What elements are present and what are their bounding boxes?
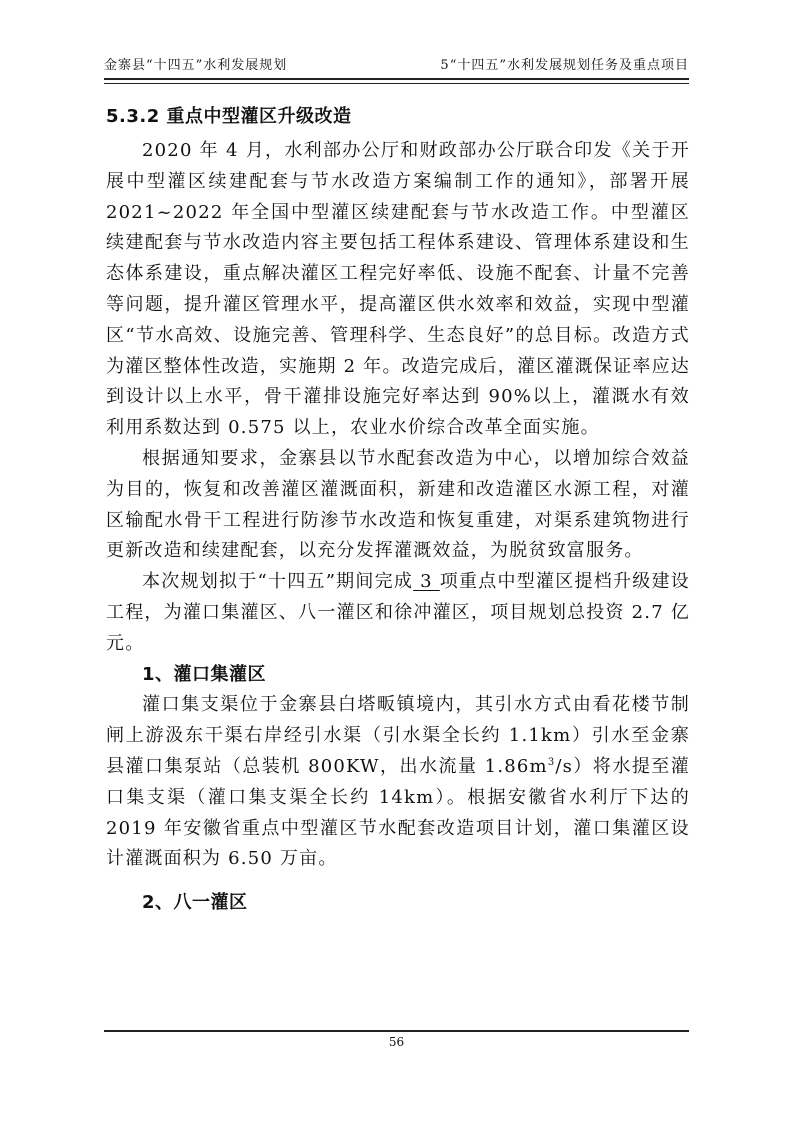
page-number: 56: [388, 1035, 405, 1049]
project-count: 3: [413, 571, 440, 593]
paragraph-guankouji: [106, 690, 690, 875]
section-title: 5.3.2 重点中型灌区升级改造: [106, 106, 352, 127]
header-chapter-title: 5“十四五”水利发展规划任务及重点项目: [440, 58, 689, 73]
paragraph-county-plan: 根据通知要求，金寨县以节水配套改造为中心，以增加综合效益为目的，恢复和改善灌区灌溉面积，新建和改造灌区水源工程，对灌区输配水骨干工程进行防渗节水改造和恢复重建，对渠系建筑物进行更新改造和续建配套，以充分发挥灌溉效益，为脱贫致富服务。: [106, 447, 690, 562]
header-rule: [104, 78, 689, 84]
subheading-guankouji: 1、灌口集灌区: [142, 663, 267, 685]
paragraph-project-summary: [106, 567, 690, 659]
subheading-bayi: 2、八一灌区: [142, 892, 248, 914]
page-header: [104, 54, 689, 76]
page-content: [106, 100, 690, 919]
cubic-superscript: 3: [547, 756, 556, 768]
summary-text-start: 本次规划拟于“十四五”期间完成: [142, 571, 414, 593]
guankouji-text-1: 灌口集支渠位于金寨县白塔畈镇境内，其引水方式由看花楼节制闸上游汲东干渠右岸经引水渠（引水渠全长约 1.1km）引水至金寨县灌口集泵站（总装机 800KW，出水流量 1.86m: [106, 694, 690, 777]
footer-rule: [104, 1030, 689, 1032]
header-document-title: 金寨县“十四五”水利发展规划: [104, 58, 288, 73]
guankouji-text-2: /s）将水提至灌口集支渠（灌口集支渠全长约 14km）。根据安徽省水利厅下达的 2019 年安徽省重点中型灌区节水配套改造项目计划，灌口集灌区设计灌溉面积为 6.50 万亩。: [106, 755, 690, 870]
summary-text-end: 项重点中型灌区提档升级建设工程，为灌口集灌区、八一灌区和徐冲灌区，项目规划总投资 2.7 亿元。: [106, 571, 690, 654]
paragraph-background: 2020 年 4 月，水利部办公厅和财政部办公厅联合印发《关于开展中型灌区续建配套与节水改造方案编制工作的通知》，部署开展 2021~2022 年全国中型灌区续建配套与节水改造工作。中型灌区续建配套与节水改造内容主要包括工程体系建设、管理体系建设和生态体系建设，重点解决灌区工程完好率低、设施不配套、计量不完善等问题，提升灌区管理水平，提高灌区供水效率和效益，实现中型灌区“节水高效、设施完善、管理科学、生态良好”的总目标。改造方式为灌区整体性改造，实施期 2 年。改造完成后，灌区灌溉保证率应达到设计以上水平，骨干灌排设施完好率达到 90%以上，灌溉水有效利用系数达到 0.575 以上，农业水价综合改革全面实施。: [106, 140, 690, 439]
